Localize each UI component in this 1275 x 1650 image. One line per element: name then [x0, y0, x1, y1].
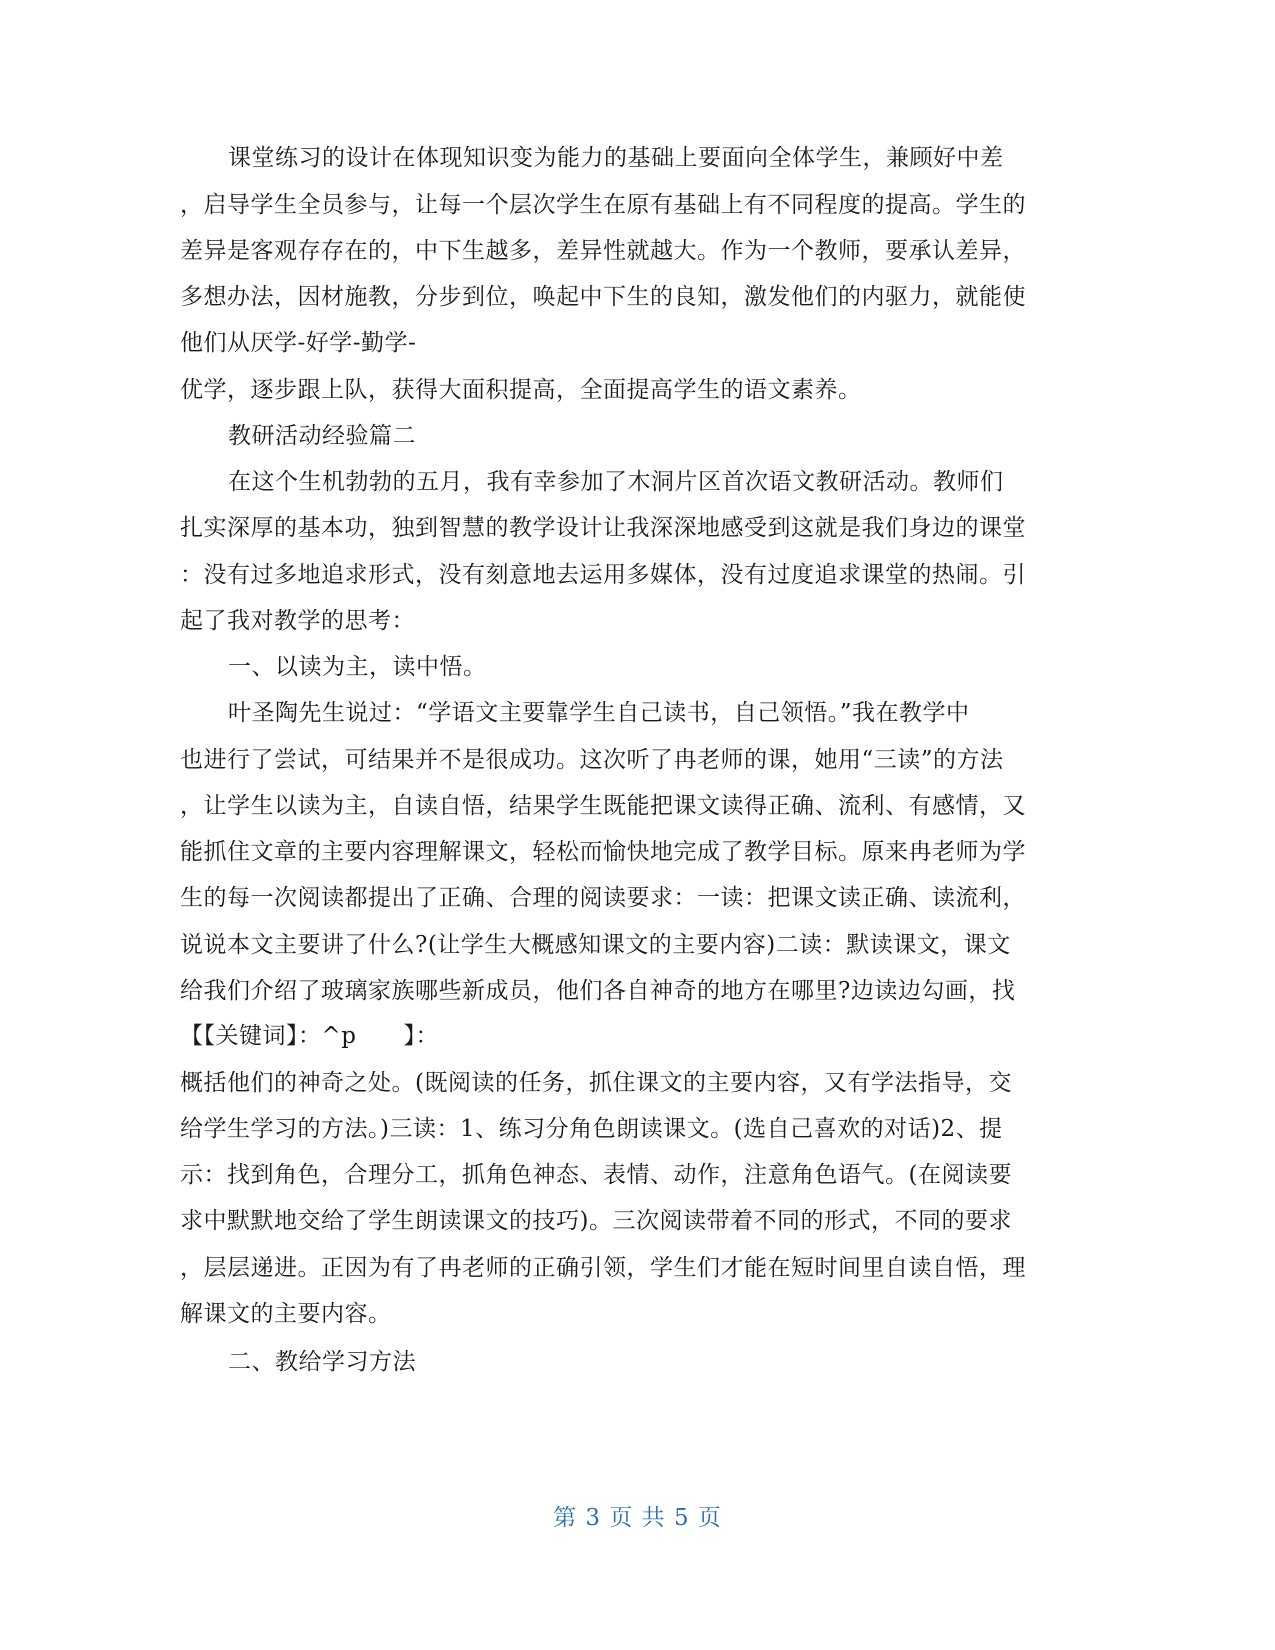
text-line: 起了我对教学的思考： — [180, 608, 415, 634]
text-line: 在这个生机勃勃的五月，我有幸参加了木洞片区首次语文教研活动。教师们 — [228, 469, 1004, 495]
text-line: ，启导学生全员参与，让每一个层次学生在原有基础上有不同程度的提高。学生的 — [180, 192, 1026, 218]
text-line: 差异是客观存存在的，中下生越多，差异性就越大。作为一个教师，要承认差异， — [180, 238, 1026, 264]
text-line: 他们从厌学-好学-勤学- — [180, 330, 417, 356]
text-line: 能抓住文章的主要内容理解课文，轻松而愉快地完成了教学目标。原来冉老师为学 — [180, 839, 1026, 865]
text-line: 给学生学习的方法。)三读：1、练习分角色朗读课文。(选自己喜欢的对话)2、提 — [180, 1116, 1003, 1142]
text-line: 概括他们的神奇之处。(既阅读的任务，抓住课文的主要内容，又有学法指导，交 — [180, 1070, 1012, 1096]
text-line: 求中默默地交给了学生朗读课文的技巧)。三次阅读带着不同的形式，不同的要求 — [180, 1208, 1012, 1234]
text-line: 解课文的主要内容。 — [180, 1301, 392, 1327]
keyword-line: 【【关键词】：^p 】： — [180, 1023, 439, 1049]
text-line: ，让学生以读为主，自读自悟，结果学生既能把课文读得正确、流利、有感情，又 — [180, 793, 1026, 819]
text-line: 示：找到角色，合理分工，抓角色神态、表情、动作，注意角色语气。(在阅读要 — [180, 1162, 1012, 1188]
text-line: 课堂练习的设计在体现知识变为能力的基础上要面向全体学生，兼顾好中差 — [228, 145, 1004, 171]
text-line: 给我们介绍了玻璃家族哪些新成员，他们各自神奇的地方在哪里?边读边勾画，找 — [180, 978, 1016, 1004]
text-line: 生的每一次阅读都提出了正确、合理的阅读要求：一读：把课文读正确、读流利， — [180, 885, 1026, 911]
subsection-heading: 一、以读为主，读中悟。 — [228, 654, 487, 680]
text-line: 多想办法，因材施教，分步到位，唤起中下生的良知，激发他们的内驱力，就能使 — [180, 284, 1026, 310]
text-line: ：没有过多地追求形式，没有刻意地去运用多媒体，没有过度追求课堂的热闹。引 — [180, 562, 1026, 588]
subsection-heading: 二、教给学习方法 — [228, 1349, 416, 1375]
section-heading: 教研活动经验篇二 — [228, 423, 416, 449]
text-line: 也进行了尝试，可结果并不是很成功。这次听了冉老师的课，她用“三读”的方法 — [180, 747, 1004, 773]
text-line: ，层层递进。正因为有了冉老师的正确引领，学生们才能在短时间里自读自悟，理 — [180, 1255, 1026, 1281]
page-number-footer: 第 3 页 共 5 页 — [553, 1505, 722, 1531]
text-line: 说说本文主要讲了什么?(让学生大概感知课文的主要内容)二读：默读课文，课文 — [180, 932, 1011, 958]
text-line: 扎实深厚的基本功，独到智慧的教学设计让我深深地感受到这就是我们身边的课堂 — [180, 515, 1026, 541]
text-line: 优学，逐步跟上队，获得大面积提高，全面提高学生的语文素养。 — [180, 377, 862, 403]
text-line: 叶圣陶先生说过：“学语文主要靠学生自己读书，自己领悟。”我在教学中 — [228, 700, 970, 726]
